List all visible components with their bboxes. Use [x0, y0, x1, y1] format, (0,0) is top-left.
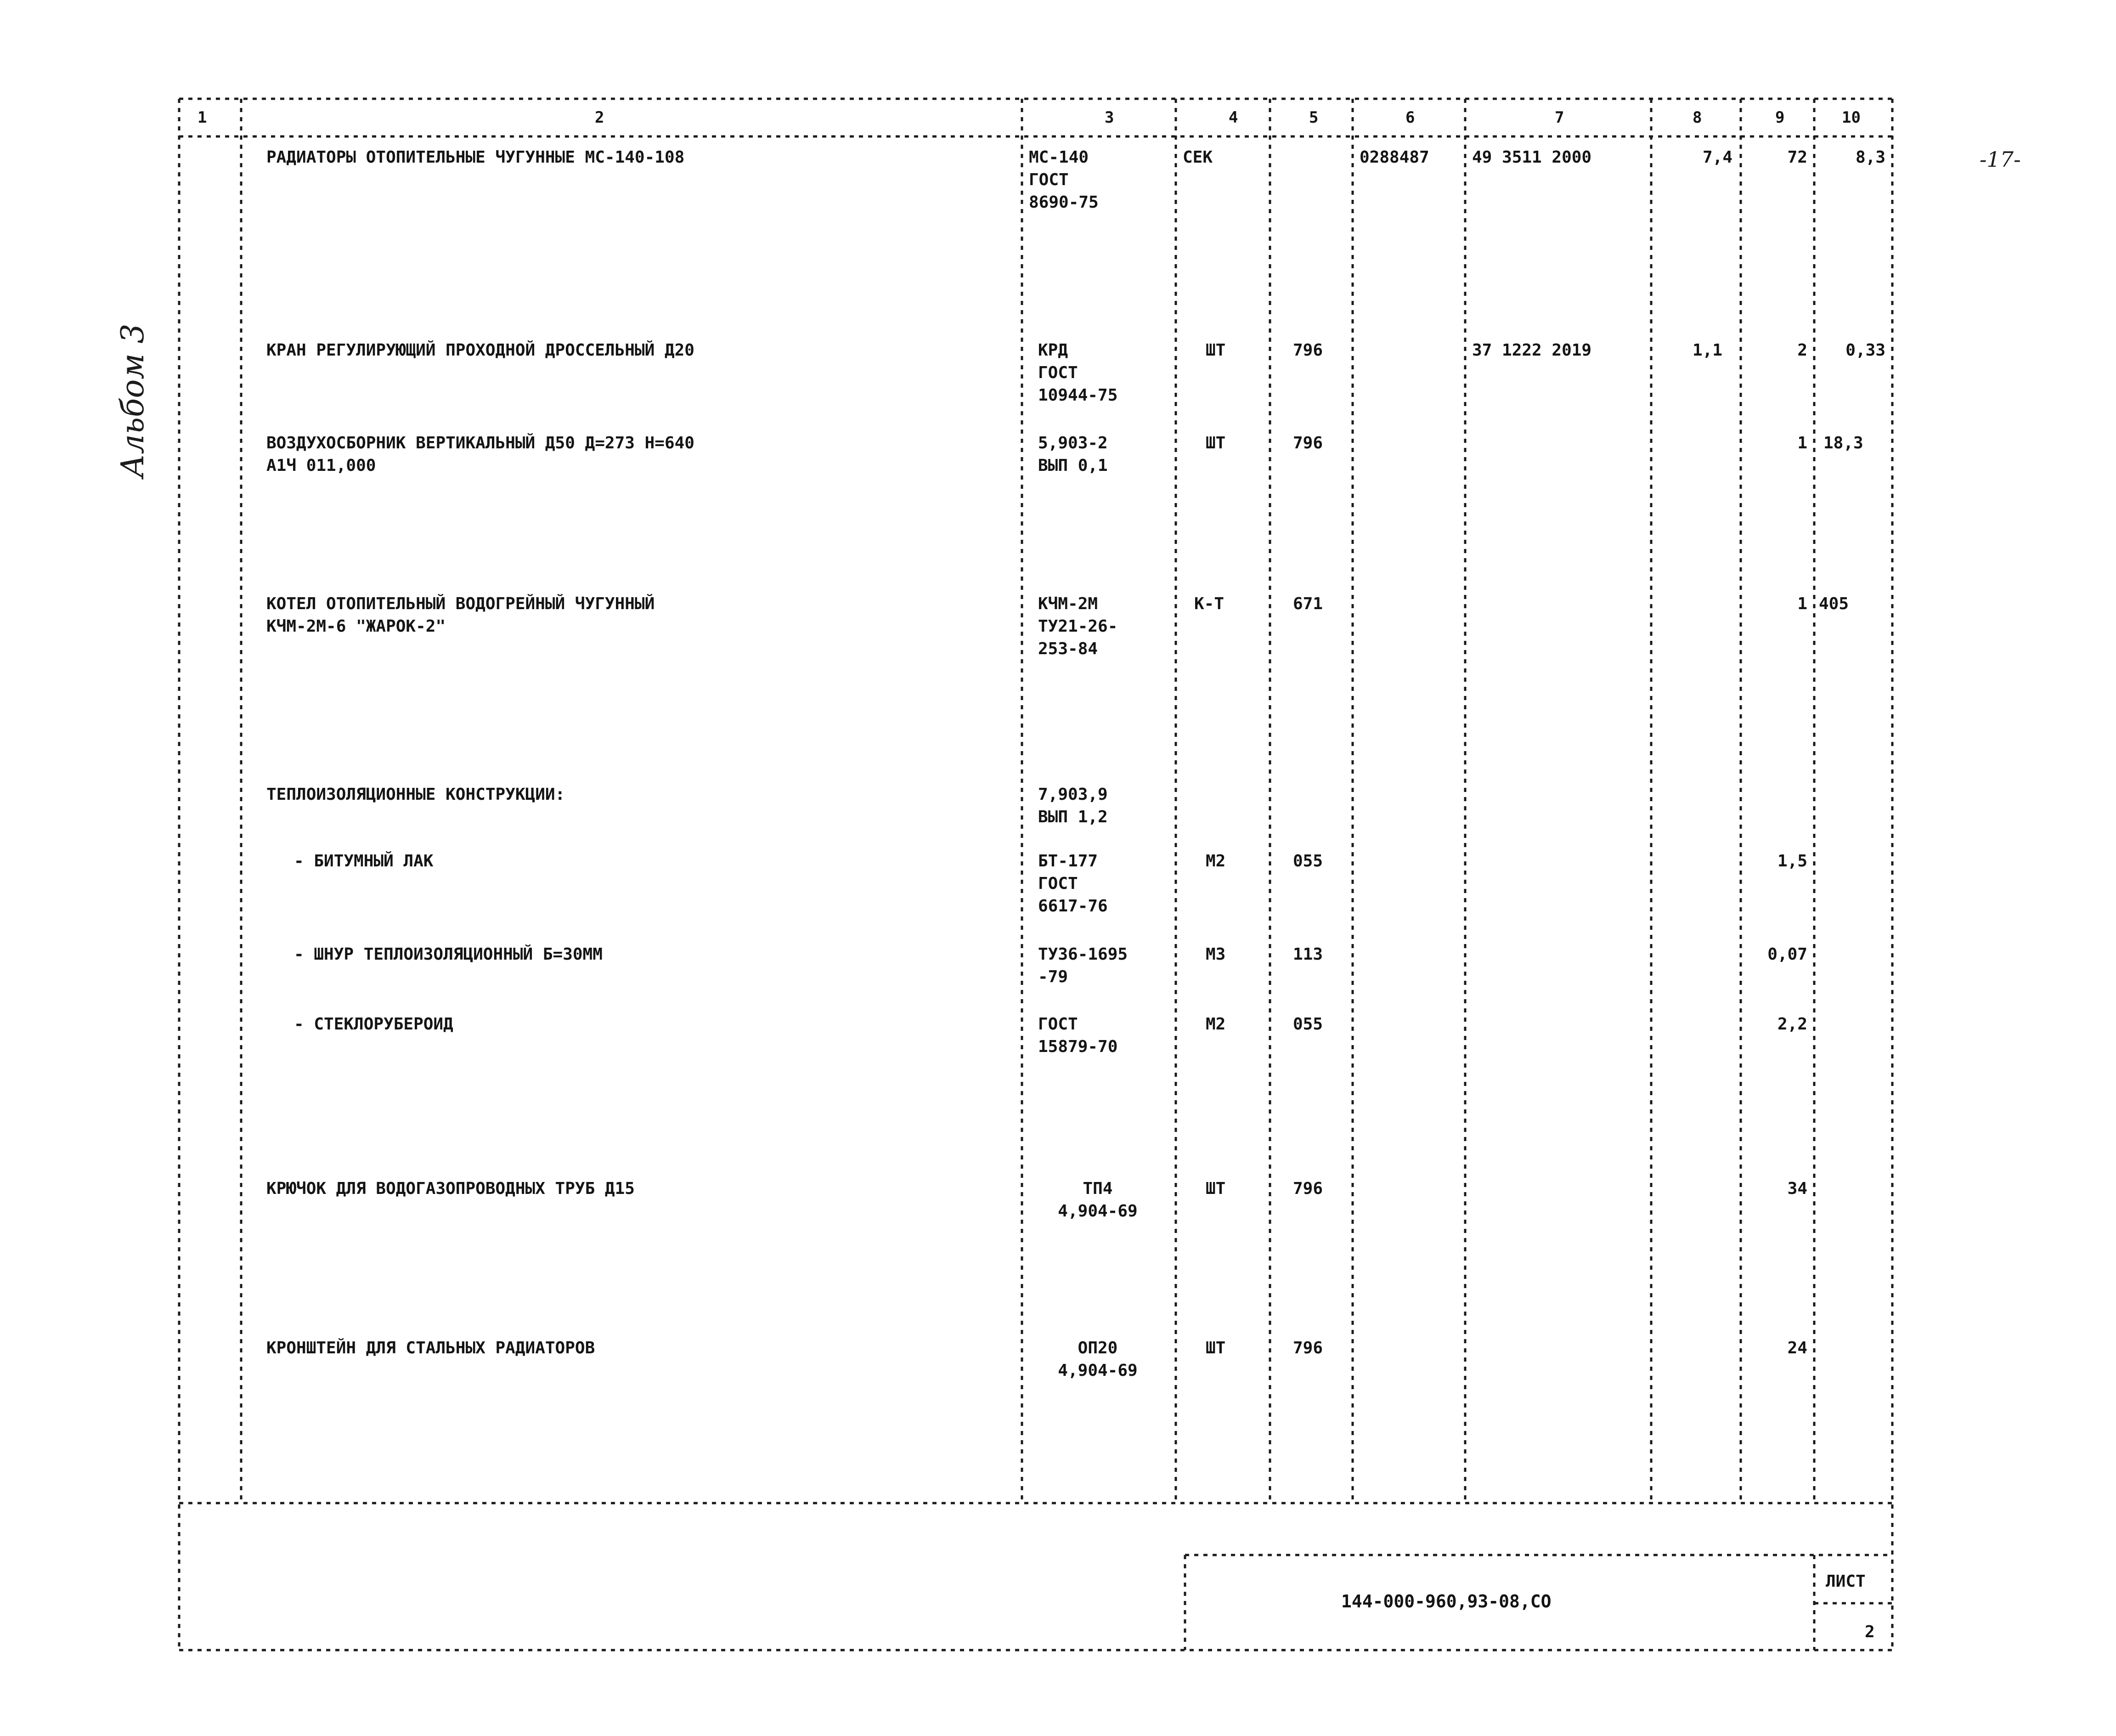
item-doc-line: ГОСТ — [1038, 874, 1078, 893]
item-code: 796 — [1293, 1339, 1323, 1357]
item-doc-line: ТУ36-1695 — [1038, 945, 1128, 964]
item-doc-line: КРД — [1038, 341, 1068, 360]
item-quantity: 2 — [1797, 341, 1807, 360]
album-label: Альбом 3 — [115, 323, 151, 478]
document-designation: 144-000-960,93-08,СО — [1341, 1591, 1552, 1612]
item-doc-line: -79 — [1038, 967, 1068, 986]
column-header: 6 — [1405, 108, 1415, 127]
item-doc-line: 253-84 — [1038, 639, 1098, 658]
item-code-7: 49 3511 2000 — [1472, 148, 1592, 167]
item-unit: М2 — [1206, 1015, 1226, 1034]
item-doc-line: 4,904-69 — [1058, 1202, 1138, 1221]
item-quantity: 34 — [1787, 1179, 1807, 1198]
sheet-label: ЛИСТ — [1826, 1572, 1866, 1591]
item-code: 671 — [1293, 594, 1323, 613]
item-code: 796 — [1293, 1179, 1323, 1198]
item-doc-line: 4,904-69 — [1058, 1361, 1138, 1380]
item-unit: СЕК — [1183, 148, 1213, 167]
item-doc-line: 7,903,9 — [1038, 785, 1108, 804]
item-doc-line: ОП20 — [1078, 1339, 1118, 1357]
column-header: 1 — [197, 108, 207, 127]
item-unit: М3 — [1206, 945, 1226, 964]
item-doc-line: ТП4 — [1083, 1179, 1113, 1198]
item-name: ТЕПЛОИЗОЛЯЦИОННЫЕ КОНСТРУКЦИИ: — [266, 785, 565, 804]
item-doc-line: ГОСТ — [1038, 363, 1078, 382]
item-mass: 0,33 — [1845, 341, 1885, 360]
item-name: - БИТУМНЫЙ ЛАК — [294, 852, 434, 871]
item-unit: ШТ — [1206, 1339, 1226, 1357]
item-name: - ШНУР ТЕПЛОИЗОЛЯЦИОННЫЙ Б=30ММ — [294, 945, 603, 964]
item-code: 796 — [1293, 341, 1323, 360]
item-name: КРОНШТЕЙН ДЛЯ СТАЛЬНЫХ РАДИАТОРОВ — [266, 1339, 595, 1357]
item-doc-line: 5,903-2 — [1038, 434, 1108, 452]
item-name: РАДИАТОРЫ ОТОПИТЕЛЬНЫЕ ЧУГУННЫЕ МС-140-108 — [266, 148, 685, 167]
item-code: 055 — [1293, 852, 1323, 871]
item-quantity: 72 — [1787, 148, 1807, 167]
item-doc-line: ТУ21-26- — [1038, 617, 1118, 636]
item-name: КРАН РЕГУЛИРУЮЩИЙ ПРОХОДНОЙ ДРОССЕЛЬНЫЙ Д20 — [266, 341, 694, 360]
column-header: 2 — [595, 108, 604, 127]
item-mass: 18,3 — [1823, 434, 1863, 452]
item-code: 055 — [1293, 1015, 1323, 1034]
item-mass: 8,3 — [1855, 148, 1885, 167]
item-name: КРЮЧОК ДЛЯ ВОДОГАЗОПРОВОДНЫХ ТРУБ Д15 — [266, 1179, 635, 1198]
item-doc-line: 15879-70 — [1038, 1037, 1118, 1056]
item-col-8: 1,1 — [1692, 341, 1722, 360]
item-name-line-2: А1Ч 011,000 — [266, 456, 376, 475]
item-unit: К-Т — [1194, 594, 1224, 613]
item-name: ВОЗДУХОСБОРНИК ВЕРТИКАЛЬНЫЙ Д50 Д=273 Н=640 — [266, 434, 694, 452]
item-name: - СТЕКЛОРУБЕРОИД — [294, 1015, 453, 1034]
item-doc-line: ГОСТ — [1038, 1015, 1078, 1034]
item-doc-line: КЧМ-2М — [1038, 594, 1098, 613]
item-doc-line: 10944-75 — [1038, 386, 1118, 405]
item-quantity: 1 — [1797, 434, 1807, 452]
item-quantity: 2,2 — [1777, 1015, 1807, 1034]
column-header: 5 — [1309, 108, 1319, 127]
sheet-number: 2 — [1865, 1623, 1875, 1641]
item-doc-line: МС-140 — [1029, 148, 1089, 167]
column-header: 8 — [1693, 108, 1702, 127]
item-doc-line: 8690-75 — [1029, 193, 1099, 212]
item-unit: М2 — [1206, 852, 1226, 871]
item-code-7: 37 1222 2019 — [1472, 341, 1592, 360]
item-quantity: 0,07 — [1767, 945, 1807, 964]
item-name: КОТЕЛ ОТОПИТЕЛЬНЫЙ ВОДОГРЕЙНЫЙ ЧУГУННЫЙ — [266, 594, 655, 613]
column-header: 7 — [1555, 108, 1564, 127]
item-quantity: 24 — [1787, 1339, 1807, 1357]
column-header: 9 — [1775, 108, 1785, 127]
page-number: -17- — [1980, 147, 2021, 172]
item-unit: ШТ — [1206, 1179, 1226, 1198]
item-doc-line: БТ-177 — [1038, 852, 1098, 871]
item-quantity: 1 — [1797, 594, 1807, 613]
column-header: 4 — [1229, 108, 1238, 127]
item-doc-line: ГОСТ — [1029, 170, 1069, 189]
item-doc-line: ВЫП 0,1 — [1038, 456, 1108, 475]
item-doc-line: 6617-76 — [1038, 897, 1108, 916]
item-code: 113 — [1293, 945, 1323, 964]
item-code: 796 — [1293, 434, 1323, 452]
item-doc-line: ВЫП 1,2 — [1038, 808, 1108, 826]
item-unit: ШТ — [1206, 341, 1226, 360]
item-col-8: 7,4 — [1702, 148, 1732, 167]
column-header: 3 — [1105, 108, 1114, 127]
item-name-line-2: КЧМ-2М-6 "ЖАРОК-2" — [266, 617, 446, 636]
item-code-6: 0288487 — [1360, 148, 1429, 167]
column-header: 10 — [1842, 108, 1861, 127]
item-mass: 405 — [1819, 594, 1849, 613]
item-quantity: 1,5 — [1777, 852, 1807, 871]
item-unit: ШТ — [1206, 434, 1226, 452]
